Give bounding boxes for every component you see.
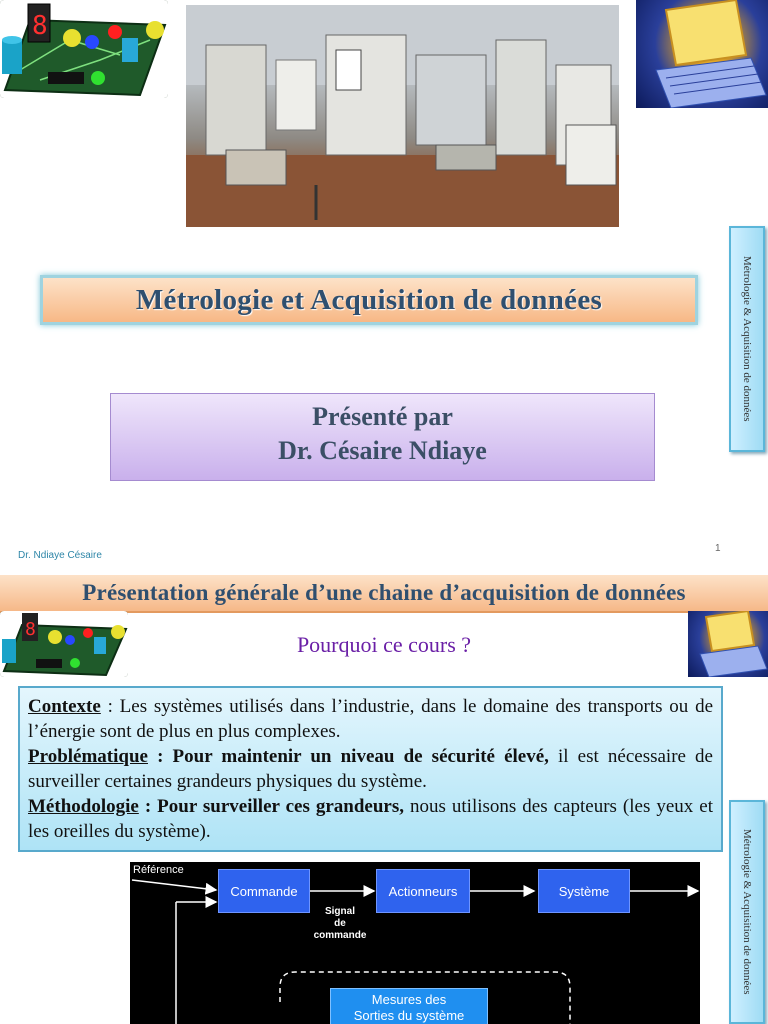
method-bold: : Pour surveiller ces grandeurs, [138,796,404,817]
context-text: : Les systèmes utilisés dans l’industrie, dans le domaine des transports ou de l’énergie sont de plus en plus complexes. [28,696,713,742]
presenter-box [110,393,655,481]
signal-label [310,906,370,942]
signal-line-1: Signal [324,906,355,917]
side-tab-2-text: Métrologie & Acquisition de données [741,829,753,995]
method-label: Méthodologie [28,796,139,817]
section-title [0,575,768,613]
actionneurs-block: Actionneurs [376,869,470,913]
problem-text: il est nécessaire de surveiller certaines grandeurs physiques du système. [28,746,713,792]
industrial-lab-photo [186,5,619,227]
reference-label: Référence [133,864,184,876]
context-paragraph [28,694,713,744]
section-title-text: Présentation générale d’une chaine d’acquisition de données [82,580,686,605]
page-number: 1 [715,543,721,554]
mesures-block [330,988,488,1024]
problem-bold: : Pour maintenir un niveau de sécurité élevé, [147,746,549,767]
signal-line-3: commande [313,930,367,941]
presenter-label: Présenté par [312,402,453,431]
presenter-name: Dr. Césaire Ndiaye [278,436,487,465]
svg-text:8: 8 [25,619,36,640]
method-paragraph [28,794,713,844]
problem-paragraph [28,744,713,794]
footer-author: Dr. Ndiaye Césaire [18,550,102,561]
side-tab-text: Métrologie & Acquisition de données [741,256,753,422]
slide-subtitle: Pourquoi ce cours ? [296,632,472,657]
laptop-image [636,0,768,108]
commande-block: Commande [218,869,310,913]
circuit-board-image [0,0,168,98]
mesures-line-1: Mesures des [371,992,447,1007]
slide-title-text: Métrologie et Acquisition de données [135,283,603,316]
svg-text:8: 8 [32,11,48,41]
context-label: Contexte [28,696,101,717]
context-box [18,686,723,852]
mesures-line-2: Sorties du système [353,1008,465,1023]
problem-label: Problématique [28,746,148,767]
side-tab [729,226,765,452]
side-tab-2 [729,800,765,1024]
slide-title [40,275,698,325]
laptop-image-small [688,611,768,677]
systeme-block: Système [538,869,630,913]
control-loop-diagram [130,862,700,1024]
signal-line-2: de [334,918,346,929]
method-text: nous utilisons des capteurs (les yeux et les oreilles du système). [28,796,713,842]
